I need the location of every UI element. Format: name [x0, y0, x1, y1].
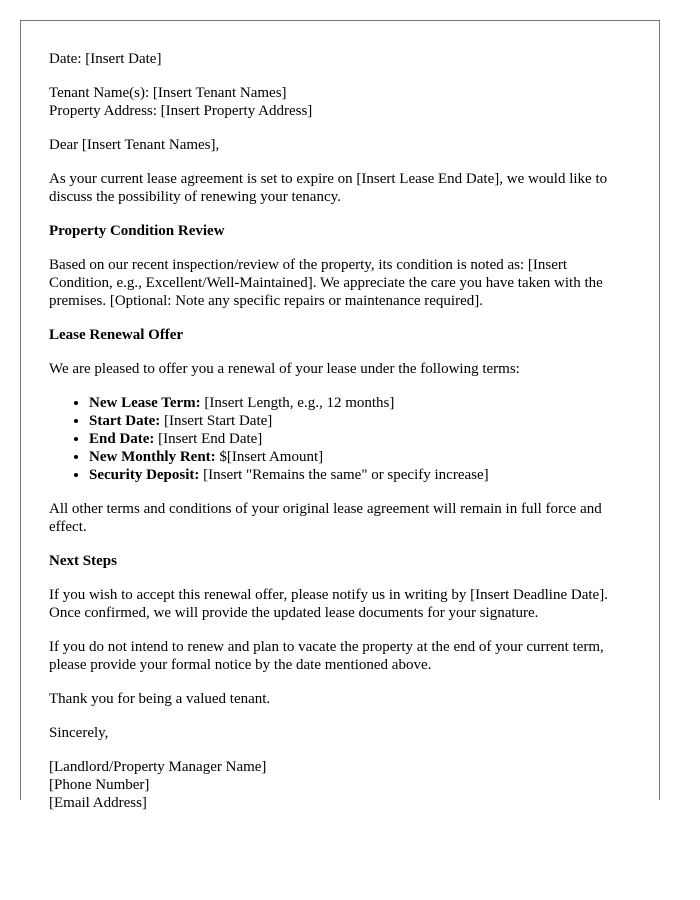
offer-heading: Lease Renewal Offer — [49, 327, 184, 343]
vacate-paragraph: If you do not intend to renew and plan to vacate the property at the end of your current term, please provide your formal notice by the date mentioned above. — [49, 639, 604, 673]
letter-page — [20, 20, 660, 811]
term-item-monthly-rent — [89, 448, 631, 466]
letter-date: Date: [Insert Date] — [49, 51, 162, 67]
term-value: [Insert Start Date] — [160, 413, 273, 429]
signature-email: [Email Address] — [49, 795, 147, 811]
property-address: Property Address: [Insert Property Address] — [49, 103, 313, 119]
term-label: New Lease Term: — [89, 395, 201, 411]
term-label: End Date: — [89, 431, 155, 447]
term-label: Security Deposit: — [89, 467, 200, 483]
condition-paragraph: Based on our recent inspection/review of the property, its condition is noted as: [Insert Condition, e.g., Excellent/Well-Maintained]. We appreciate the care you have taken with the premises. [Optional: Note any specific repairs or maintenance required]. — [49, 257, 603, 309]
signature-name: [Landlord/Property Manager Name] — [49, 759, 267, 775]
recipient-block — [49, 84, 631, 120]
signature-block — [49, 758, 631, 812]
term-label: Start Date: — [89, 413, 161, 429]
term-value: [Insert End Date] — [154, 431, 263, 447]
intro-paragraph: As your current lease agreement is set to expire on [Insert Lease End Date], we would like to discuss the possibility of renewing your tenancy. — [49, 171, 608, 205]
closing: Sincerely, — [49, 725, 109, 741]
accept-paragraph: If you wish to accept this renewal offer, please notify us in writing by [Insert Deadline Date]. Once confirmed, we will provide the updated lease documents for your signature. — [49, 587, 608, 621]
next-steps-heading: Next Steps — [49, 553, 117, 569]
condition-heading: Property Condition Review — [49, 223, 225, 239]
offer-intro: We are pleased to offer you a renewal of your lease under the following terms: — [49, 361, 520, 377]
term-item-start-date — [89, 412, 631, 430]
term-item-end-date — [89, 430, 631, 448]
term-value: $[Insert Amount] — [215, 449, 324, 465]
salutation: Dear [Insert Tenant Names], — [49, 137, 220, 153]
signature-phone: [Phone Number] — [49, 777, 150, 793]
letter-body — [21, 21, 659, 812]
term-value: [Insert "Remains the same" or specify increase] — [199, 467, 489, 483]
tenant-names: Tenant Name(s): [Insert Tenant Names] — [49, 85, 287, 101]
terms-list — [49, 394, 631, 484]
term-value: [Insert Length, e.g., 12 months] — [200, 395, 395, 411]
other-terms-paragraph: All other terms and conditions of your original lease agreement will remain in full force and effect. — [49, 501, 602, 535]
term-item-security-deposit — [89, 466, 631, 484]
term-label: New Monthly Rent: — [89, 449, 216, 465]
term-item-lease-term — [89, 394, 631, 412]
thanks-paragraph: Thank you for being a valued tenant. — [49, 691, 271, 707]
